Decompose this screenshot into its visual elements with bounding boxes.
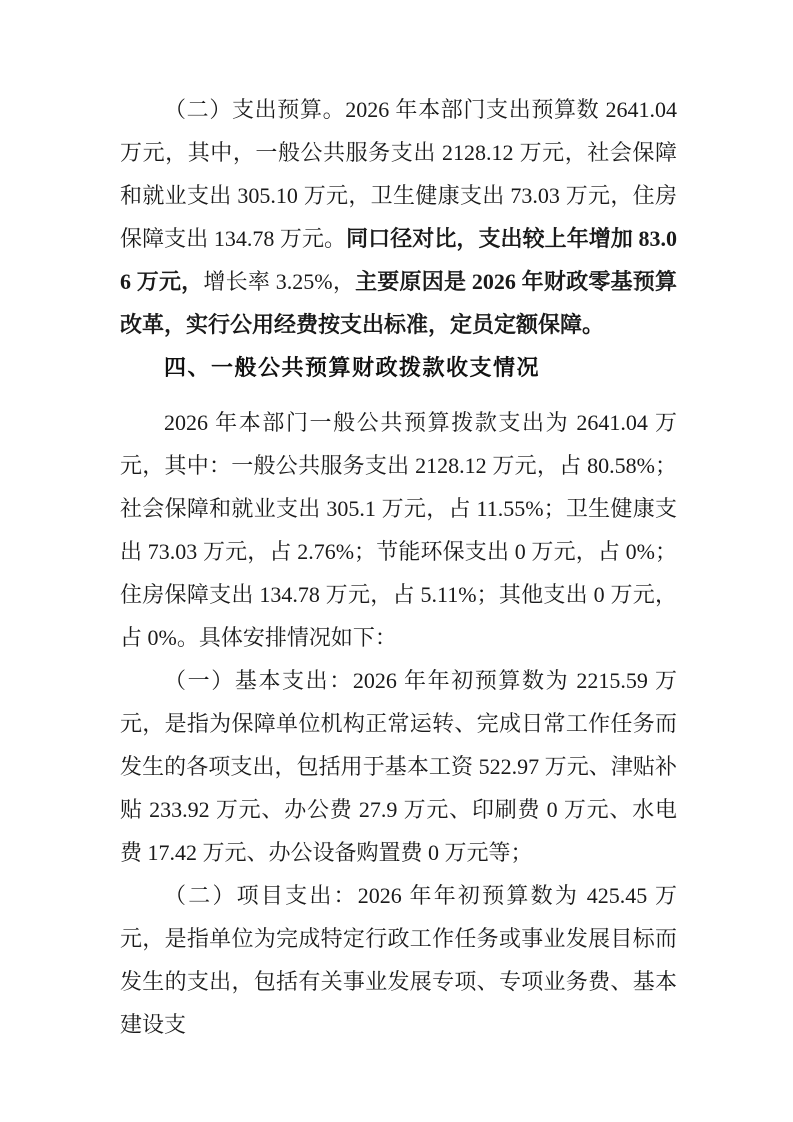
- text-run: 增长率 3.25%，: [203, 269, 356, 294]
- text-run-bold: 同口径对比，支出较上年增加 83.06 万元，: [120, 226, 677, 294]
- text-run: （一）基本支出：2026 年年初预算数为 2215.59 万元，是指为保障单位机构正常运转、完成日常工作任务而发生的各项支出，包括用于基本工资 522.97 万元、津贴补贴 233.92 万元、办公费 27.9 万元、印刷费 0 万元、水电费 17.42 万元、办公设备购置费 0 万元等；: [120, 668, 677, 865]
- paragraph-basic-expenditure: [120, 659, 677, 874]
- paragraph-general-public-budget-allocation: [120, 401, 677, 659]
- paragraph-project-expenditure: [120, 874, 677, 1046]
- paragraph-expenditure-budget: [120, 88, 677, 346]
- text-run: 2026 年本部门一般公共预算拨款支出为 2641.04 万元，其中：一般公共服务支出 2128.12 万元，占 80.58%；社会保障和就业支出 305.1 万元，占 11.55%；卫生健康支出 73.03 万元，占 2.76%；节能环保支出 0 万元，占 0%；住房保障支出 134.78 万元，占 5.11%；其他支出 0 万元，占 0%。具体安排情况如下：: [120, 410, 677, 650]
- text-run: （二）项目支出：2026 年年初预算数为 425.45 万元，是指单位为完成特定行政工作任务或事业发展目标而发生的支出，包括有关事业发展专项、专项业务费、基本建设支: [120, 883, 677, 1037]
- text-run: （二）支出预算。2026 年本部门支出预算数 2641.04 万元，其中，一般公共服务支出 2128.12 万元，社会保障和就业支出 305.10 万元，卫生健康支出 73.03 万元，住房保障支出 134.78 万元。: [120, 97, 677, 251]
- page-content: [120, 88, 677, 1046]
- section-heading-general-public-budget: 四、一般公共预算财政拨款收支情况: [164, 355, 541, 380]
- text-run-bold: 主要原因是 2026 年财政零基预算改革，实行公用经费按支出标准，定员定额保障。: [120, 269, 677, 337]
